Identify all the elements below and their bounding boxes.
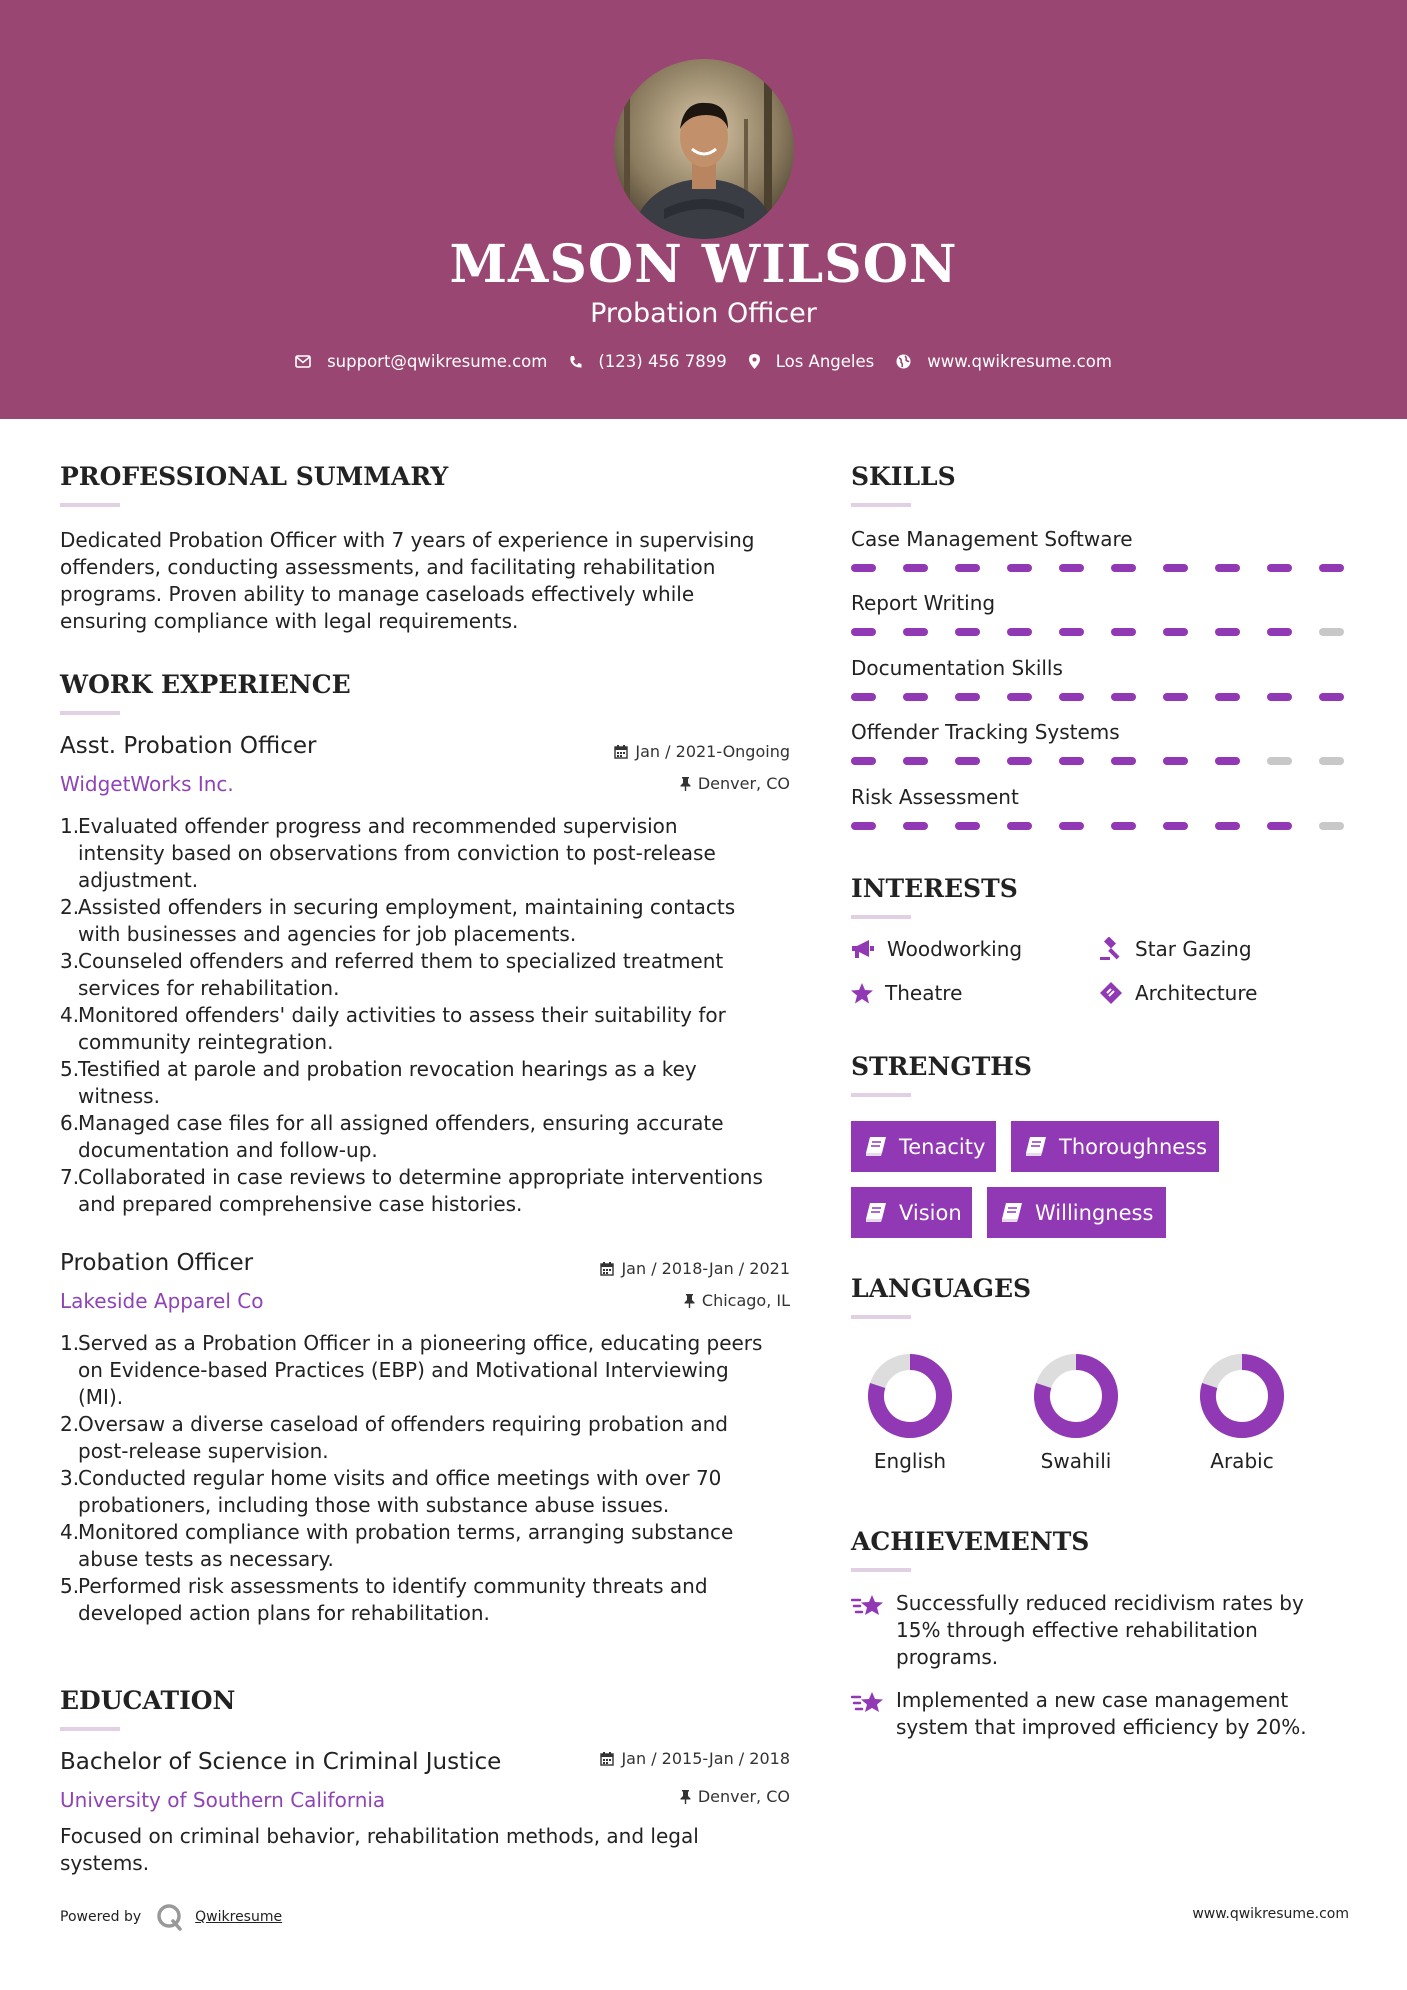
skill-dash-empty	[1319, 822, 1344, 830]
skill-dash-filled	[1007, 822, 1032, 830]
degree-title: Bachelor of Science in Criminal Justice	[60, 1749, 502, 1775]
skill-dash-filled	[955, 564, 980, 572]
education-dates: Jan / 2015-Jan / 2018	[600, 1749, 790, 1768]
book-icon	[1025, 1137, 1047, 1157]
interest-item: Architecture	[1099, 981, 1257, 1005]
skill-dash-filled	[1007, 693, 1032, 701]
skill-dash-filled	[1267, 564, 1292, 572]
job-title: Probation Officer	[60, 1250, 254, 1276]
tag-icon	[1099, 981, 1123, 1005]
language-donut	[867, 1353, 953, 1439]
skill-dash-empty	[1319, 757, 1344, 765]
interest-item: Theatre	[851, 981, 962, 1005]
calendar-icon	[600, 1752, 614, 1766]
contact-website-text: www.qwikresume.com	[927, 352, 1112, 371]
skill-dash-filled	[851, 564, 876, 572]
language-name: Swahili	[1040, 1449, 1112, 1473]
book-icon	[865, 1203, 887, 1223]
company-name: Lakeside Apparel Co	[60, 1289, 264, 1313]
skill-dash-filled	[1267, 693, 1292, 701]
strengths-heading: STRENGTHS	[851, 1052, 1032, 1081]
skill-dash-filled	[1319, 693, 1344, 701]
skill-dash-filled	[1007, 757, 1032, 765]
pushpin-icon	[680, 1790, 691, 1804]
job-location: Denver, CO	[680, 774, 790, 793]
list-item: 7. Collaborated in case reviews to determine appropriate interventions and prepared comprehensive case histories.	[60, 1165, 763, 1216]
globe-icon	[896, 354, 911, 369]
skill-dash-filled	[1163, 564, 1188, 572]
list-item: 4. Monitored compliance with probation terms, arranging substance abuse tests as necessary.	[60, 1520, 734, 1571]
list-item: 2. Assisted offenders in securing employment, maintaining contacts with businesses and agencies for job placements.	[60, 895, 736, 946]
skill-dash-filled	[1267, 822, 1292, 830]
languages-heading: LANGUAGES	[851, 1274, 1032, 1303]
education-location: Denver, CO	[680, 1787, 790, 1806]
skill-dash-filled	[1215, 628, 1240, 636]
brand-link[interactable]: Qwikresume	[195, 1909, 283, 1925]
skill-dash-filled	[1059, 628, 1084, 636]
skill-dash-filled	[1111, 822, 1136, 830]
calendar-icon	[614, 745, 628, 759]
qwikresume-logo-icon	[155, 1903, 185, 1931]
contact-phone-text: (123) 456 7899	[598, 352, 727, 371]
skill-dash-filled	[1267, 628, 1292, 636]
interest-item: Woodworking	[851, 937, 1022, 961]
skill-dash-filled	[1059, 693, 1084, 701]
strengths-rule	[851, 1093, 911, 1097]
skill-rating	[851, 693, 1351, 701]
company-name: WidgetWorks Inc.	[60, 772, 234, 796]
strength-tag: Willingness	[987, 1187, 1166, 1238]
summary-rule	[60, 503, 120, 507]
skill-dash-filled	[1163, 822, 1188, 830]
skill-dash-filled	[955, 822, 980, 830]
contact-email[interactable]	[295, 352, 547, 371]
skill-dash-filled	[1059, 564, 1084, 572]
skill-dash-filled	[903, 822, 928, 830]
work-heading: WORK EXPERIENCE	[60, 670, 351, 699]
list-item: 3. Counseled offenders and referred them to specialized treatment services for rehabilitation.	[60, 949, 724, 1000]
achievement-item: Implemented a new case management system that improved efficiency by 20%.	[851, 1687, 1307, 1741]
phone-icon	[569, 355, 582, 369]
skills-rule	[851, 503, 911, 507]
job-dates: Jan / 2018-Jan / 2021	[600, 1259, 790, 1278]
contact-email-text: support@qwikresume.com	[327, 352, 548, 371]
skill-dash-filled	[903, 757, 928, 765]
strength-tag: Vision	[851, 1187, 972, 1238]
language-name: English	[873, 1449, 947, 1473]
skill-dash-filled	[1215, 822, 1240, 830]
education-rule	[60, 1727, 120, 1731]
pushpin-icon	[684, 1294, 695, 1308]
summary-heading: PROFESSIONAL SUMMARY	[60, 462, 449, 491]
contact-location	[749, 352, 875, 371]
skill-dash-filled	[903, 628, 928, 636]
footer-powered-by	[60, 1903, 282, 1931]
interest-item: Star Gazing	[1099, 937, 1252, 961]
skill-dash-filled	[1111, 757, 1136, 765]
list-item: 1. Evaluated offender progress and recommended supervision intensity based on observations from conviction to post-release adjustment.	[60, 814, 716, 892]
skill-dash-filled	[1059, 757, 1084, 765]
job-bullets	[60, 1330, 800, 1627]
skill-dash-empty	[1267, 757, 1292, 765]
list-item: 4. Monitored offenders' daily activities to assess their suitability for community reintegration.	[60, 1003, 726, 1054]
shooting-star-icon	[851, 1689, 886, 1717]
language-donut	[1199, 1353, 1285, 1439]
skill-dash-filled	[1163, 628, 1188, 636]
language-donut	[1033, 1353, 1119, 1439]
list-item: 5. Performed risk assessments to identify community threats and developed action plans for rehabilitation.	[60, 1574, 708, 1625]
contact-bar	[0, 352, 1407, 371]
job-title: Asst. Probation Officer	[60, 733, 317, 759]
skill-dash-filled	[1319, 564, 1344, 572]
candidate-name: MASON WILSON	[449, 234, 958, 295]
skill-dash-filled	[851, 628, 876, 636]
profile-photo	[614, 59, 794, 239]
map-pin-icon	[749, 354, 760, 369]
achievements-heading: ACHIEVEMENTS	[851, 1527, 1090, 1556]
achievements-rule	[851, 1568, 911, 1572]
language-name: Arabic	[1210, 1449, 1274, 1473]
contact-location-text: Los Angeles	[775, 352, 875, 371]
achievement-item: Successfully reduced recidivism rates by 15% through effective rehabilitation programs.	[851, 1590, 1304, 1671]
strength-tag: Tenacity	[851, 1121, 996, 1172]
language-item	[855, 1353, 965, 1473]
skill-dash-filled	[1111, 693, 1136, 701]
pushpin-icon	[680, 777, 691, 791]
skill-rating	[851, 757, 1351, 765]
contact-website[interactable]	[896, 352, 1112, 371]
list-item: 5. Testified at parole and probation revocation hearings as a key witness.	[60, 1057, 697, 1108]
skill-name: Offender Tracking Systems	[851, 720, 1120, 744]
calendar-icon	[600, 1262, 614, 1276]
interests-rule	[851, 915, 911, 919]
skill-name: Risk Assessment	[851, 785, 1019, 809]
skill-rating	[851, 628, 1351, 636]
skill-dash-filled	[851, 757, 876, 765]
job-bullets	[60, 813, 800, 1218]
powered-by-text: Powered by	[60, 1909, 142, 1925]
skill-dash-filled	[955, 693, 980, 701]
skill-dash-filled	[1215, 564, 1240, 572]
skill-rating	[851, 822, 1351, 830]
skill-name: Case Management Software	[851, 527, 1133, 551]
megaphone-icon	[851, 938, 875, 960]
skill-dash-filled	[1111, 628, 1136, 636]
language-item	[1021, 1353, 1131, 1473]
book-icon	[865, 1137, 887, 1157]
interests-heading: INTERESTS	[851, 874, 1018, 903]
skill-dash-filled	[1215, 693, 1240, 701]
work-rule	[60, 711, 120, 715]
skill-dash-filled	[1059, 822, 1084, 830]
skill-dash-filled	[903, 564, 928, 572]
skill-dash-filled	[1007, 628, 1032, 636]
summary-text: Dedicated Probation Officer with 7 years of experience in supervising offenders, conducting assessments, and facilitating rehabilitation programs. Proven ability to manage caseloads effectively while ensuring compliance with legal requirements.	[60, 528, 755, 633]
footer-url[interactable]: www.qwikresume.com	[1192, 1906, 1349, 1922]
skill-dash-filled	[1163, 693, 1188, 701]
list-item: 3. Conducted regular home visits and office meetings with over 70 probationers, including those with substance abuse issues.	[60, 1466, 722, 1517]
education-heading: EDUCATION	[60, 1686, 236, 1715]
job-location: Chicago, IL	[684, 1291, 790, 1310]
skill-name: Report Writing	[851, 591, 996, 615]
skill-name: Documentation Skills	[851, 656, 1063, 680]
skill-dash-empty	[1319, 628, 1344, 636]
candidate-title: Probation Officer	[590, 298, 817, 329]
skill-dash-filled	[851, 822, 876, 830]
skill-dash-filled	[1007, 564, 1032, 572]
job-dates: Jan / 2021-Ongoing	[614, 742, 790, 761]
star-icon	[851, 983, 873, 1004]
skill-dash-filled	[1215, 757, 1240, 765]
education-description: Focused on criminal behavior, rehabilitation methods, and legal systems.	[60, 1824, 699, 1875]
contact-phone[interactable]	[569, 352, 726, 371]
header-banner	[0, 0, 1407, 419]
skill-dash-filled	[955, 757, 980, 765]
envelope-icon	[295, 355, 311, 368]
book-icon	[1001, 1203, 1023, 1223]
skill-dash-filled	[1111, 564, 1136, 572]
language-item	[1187, 1353, 1297, 1473]
school-name: University of Southern California	[60, 1788, 386, 1812]
list-item: 6. Managed case files for all assigned offenders, ensuring accurate documentation and follow-up.	[60, 1111, 724, 1162]
skill-dash-filled	[851, 693, 876, 701]
languages-rule	[851, 1315, 911, 1319]
gavel-icon	[1099, 937, 1123, 961]
skills-heading: SKILLS	[851, 462, 956, 491]
skill-dash-filled	[903, 693, 928, 701]
skill-dash-filled	[955, 628, 980, 636]
list-item: 1. Served as a Probation Officer in a pioneering office, educating peers on Evidence-based Practices (EBP) and Motivational Interviewing (MI).	[60, 1331, 763, 1409]
strength-tag: Thoroughness	[1011, 1121, 1219, 1172]
list-item: 2. Oversaw a diverse caseload of offenders requiring probation and post-release supervision.	[60, 1412, 728, 1463]
skill-rating	[851, 564, 1351, 572]
shooting-star-icon	[851, 1592, 886, 1620]
skill-dash-filled	[1163, 757, 1188, 765]
